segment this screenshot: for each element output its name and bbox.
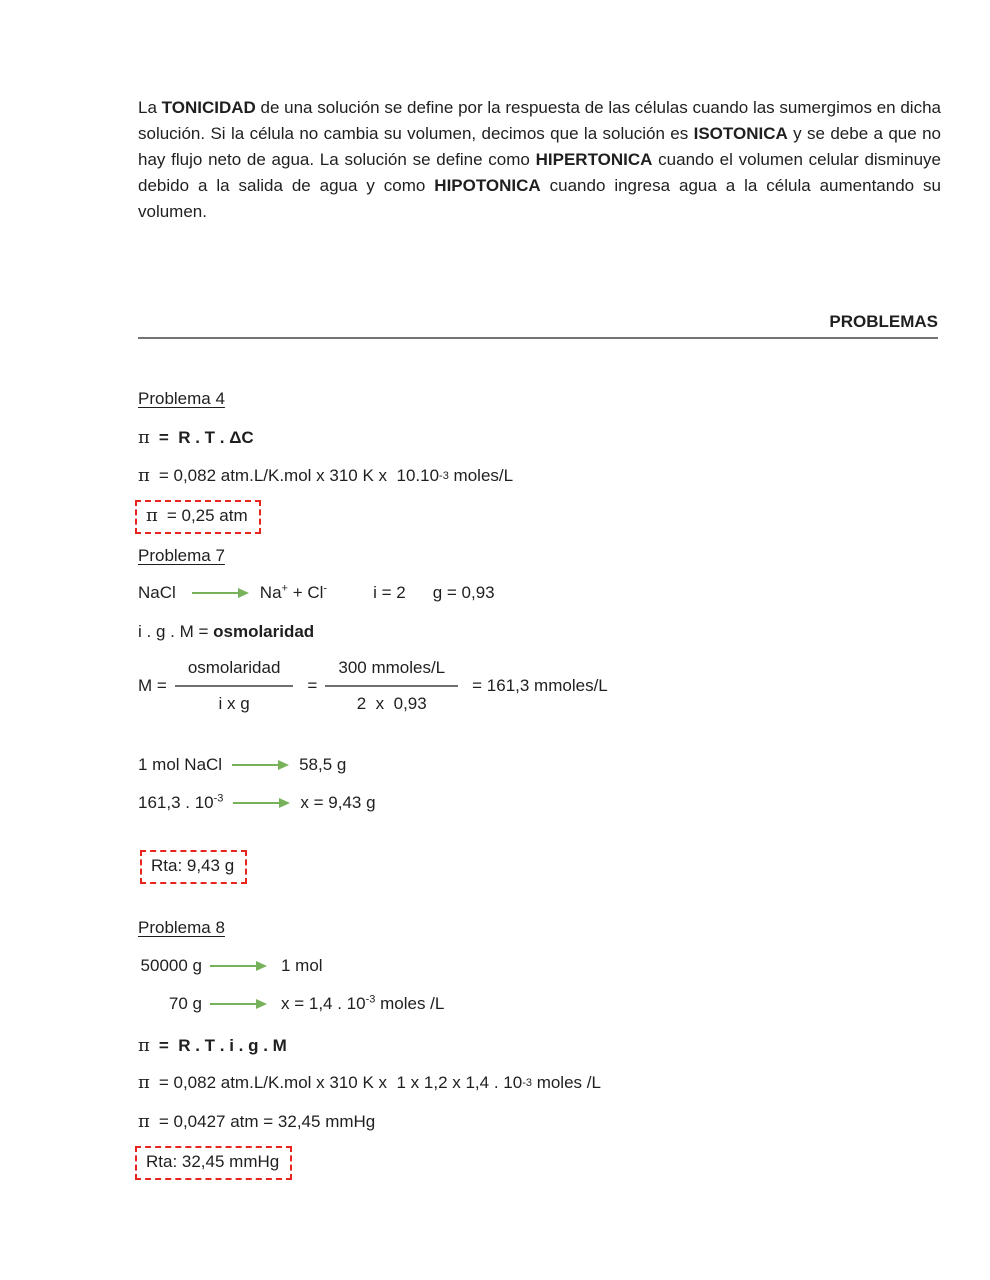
conversion-left: 50000 g: [140, 956, 202, 975]
p8-answer-box: [135, 1146, 292, 1180]
osmolarity-formula: i . g . M =: [138, 622, 214, 641]
p8-conversion-1: [138, 956, 323, 976]
p4-answer-box: [135, 500, 261, 534]
conversion-left: 70 g: [168, 994, 202, 1013]
intro-text: cuando el volumen celular disminuye debido a la salida de agua y como: [138, 150, 941, 195]
keyword-hipertonica: HIPERTONICA: [535, 150, 653, 169]
pi-symbol: π: [138, 427, 150, 448]
section-divider-rule: [138, 337, 938, 339]
p7-answer-text: Rta: 9,43 g: [151, 856, 235, 875]
p8-equation-result: [138, 1112, 375, 1132]
intro-text: de una solución se define por la respuesta de las células cuando las sumergimos en dicha solución. Si la célula no cambia su volumen, decimos que la solución es: [138, 98, 941, 143]
arrow-right-icon: [210, 999, 267, 1009]
p8-equation-formula: [138, 1036, 287, 1056]
exponent: -3: [365, 993, 376, 1006]
p8-substitution-text: = 0,082 atm.L/K.mol x 310 K x 1 x 1,2 x 1,4 . 10: [158, 1073, 523, 1092]
intro-paragraph: [138, 95, 941, 225]
g-value: g = 0,93: [432, 583, 495, 602]
i-value: i = 2: [373, 583, 406, 602]
pi-symbol: π: [146, 505, 158, 526]
p8-equation-substitution: π = 0,082 atm.L/K.mol x 310 K x 1 x 1,2 x 1,4 . 10 -3 moles /L: [138, 1072, 601, 1093]
p7-answer-box: [140, 850, 247, 884]
fraction-lhs: M =: [138, 676, 167, 695]
ion-na: Na: [259, 583, 282, 602]
p8-formula-rhs: = R . T . i . g . M: [158, 1036, 287, 1055]
ion-cl-charge: -: [323, 582, 328, 595]
ion-cl: Cl: [307, 583, 324, 602]
arrow-right-icon: [232, 760, 289, 770]
arrow-right-icon: [192, 588, 249, 598]
p4-substitution-units: moles/L: [448, 466, 514, 485]
p8-conversion-2: [138, 994, 444, 1014]
conversion-right: 58,5 g: [299, 755, 347, 774]
pi-symbol: π: [138, 1111, 150, 1132]
conversion-left-text: 161,3 . 10: [138, 793, 214, 812]
p7-conversion-1: [138, 755, 346, 775]
conversion-right: 1 mol: [281, 956, 323, 975]
pi-symbol: π: [138, 1035, 150, 1056]
problemas-heading: PROBLEMAS: [829, 312, 938, 331]
p8-answer-text: Rta: 32,45 mmHg: [146, 1152, 280, 1171]
p4-equation-formula: [138, 428, 254, 448]
p8-substitution-units: moles /L: [531, 1073, 601, 1092]
p8-result-text: = 0,0427 atm = 32,45 mmHg: [158, 1112, 376, 1131]
ion-na-charge: +: [281, 582, 288, 595]
fraction-denominator: 2 x 0,93: [356, 694, 427, 713]
arrow-right-icon: [210, 961, 267, 971]
p4-substitution-text: = 0,082 atm.L/K.mol x 310 K x 10.10: [158, 466, 440, 485]
problema4-title: Problema 4: [138, 389, 225, 408]
pi-symbol: π: [138, 465, 150, 486]
keyword-isotonica: ISOTONICA: [693, 124, 788, 143]
exponent: -3: [213, 792, 224, 805]
fraction-numerator: 300 mmoles/L: [338, 658, 446, 677]
reactant-nacl: NaCl: [138, 583, 176, 602]
p7-osmolarity-line: [138, 622, 314, 642]
problema7-title: Problema 7: [138, 546, 225, 565]
osmolarity-keyword: osmolaridad: [213, 622, 315, 641]
intro-text: y se debe a que no hay flujo neto de agua. La solución se define como: [138, 124, 941, 169]
conversion-right-units: moles /L: [375, 994, 445, 1013]
fraction-numerator: osmolaridad: [187, 658, 281, 677]
reaction-products: [260, 583, 327, 603]
fraction-symbolic: [175, 658, 294, 714]
conversion-right: x = 9,43 g: [300, 793, 376, 812]
p7-conversion-2: [138, 793, 376, 813]
p4-formula-rhs: = R . T . ΔC: [158, 428, 254, 447]
keyword-hipotonica: HIPOTONICA: [434, 176, 541, 195]
equals-sign: =: [307, 676, 318, 695]
conversion-left: [138, 793, 223, 813]
pi-symbol: π: [138, 1072, 150, 1093]
conversion-right-text: x = 1,4 . 10: [281, 994, 366, 1013]
conversion-right: [281, 994, 444, 1014]
fraction-numeric: [325, 658, 458, 714]
conversion-left: 1 mol NaCl: [138, 755, 223, 774]
problema8-title: Problema 8: [138, 918, 225, 937]
intro-text: La: [138, 98, 162, 117]
fraction-denominator: i x g: [218, 694, 250, 713]
p4-answer-text: = 0,25 atm: [166, 506, 248, 525]
intro-text: cuando ingresa agua a la célula aumentando su volumen.: [138, 176, 941, 221]
p7-reaction-line: [138, 583, 495, 603]
keyword-tonicidad: TONICIDAD: [161, 98, 256, 117]
p7-fraction-equation: [138, 658, 608, 714]
plus-sign: +: [287, 583, 308, 602]
p4-equation-substitution: π = 0,082 atm.L/K.mol x 310 K x 10.10 -3 moles/L: [138, 465, 514, 486]
fraction-result: = 161,3 mmoles/L: [472, 676, 608, 695]
arrow-right-icon: [233, 798, 290, 808]
